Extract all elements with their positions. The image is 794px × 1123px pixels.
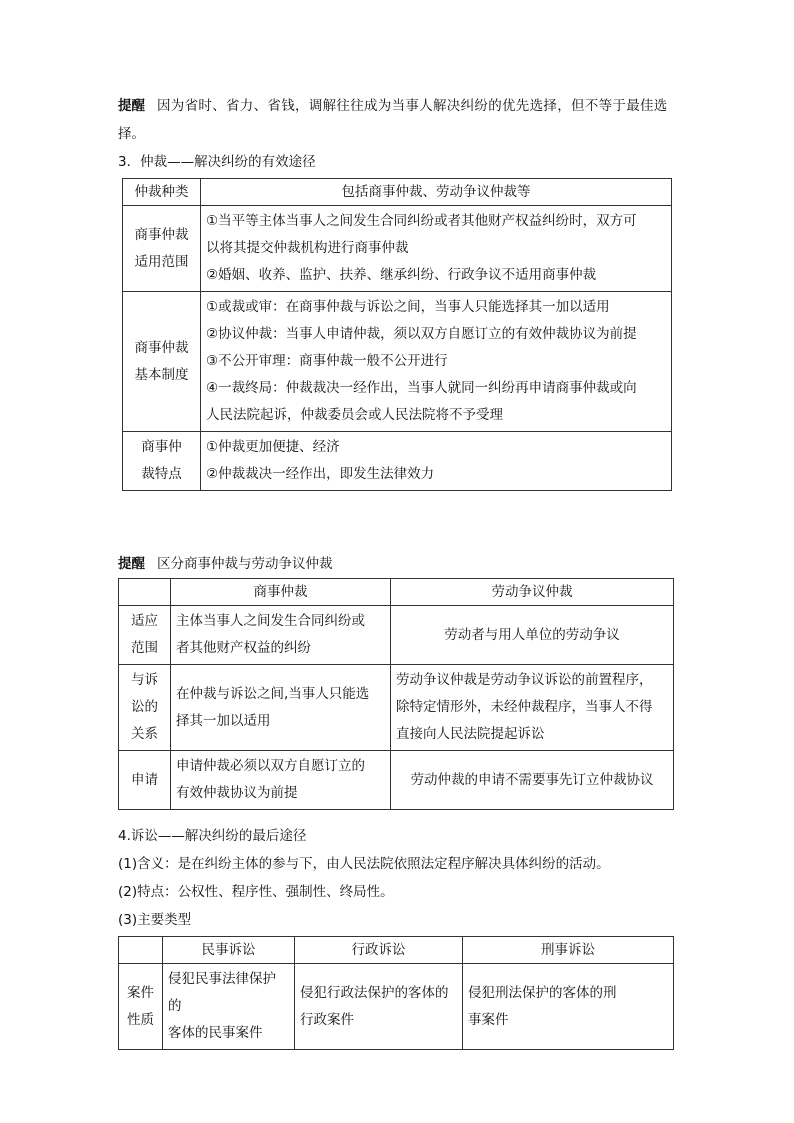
criminal-cell <box>463 964 674 1050</box>
content-line: 事案件 <box>468 1011 509 1028</box>
labor-cell <box>391 751 674 810</box>
features-item: (2)特点：公权性、程序性、强制性、终局性。 <box>118 884 394 900</box>
label-line: 案件 <box>127 984 154 1001</box>
litigation-types-table <box>118 936 674 1050</box>
label-line: 范围 <box>131 640 158 656</box>
label-line: 商事仲裁 <box>134 226 189 243</box>
header-cell: 包括商事仲裁、劳动争议仲裁等 <box>201 179 672 206</box>
table-row <box>123 206 672 292</box>
header-cell: 劳动争议仲裁 <box>391 579 674 606</box>
header-cell: 行政诉讼 <box>295 937 463 964</box>
tip-paragraph <box>118 96 668 116</box>
header-cell: 仲裁种类 <box>123 179 201 206</box>
label-line: 申请 <box>131 771 158 788</box>
label-line: 关系 <box>131 726 158 742</box>
row-label <box>123 292 201 432</box>
content-line: 择其一加以适用 <box>176 712 271 729</box>
content-line: 侵犯民事法律保护的 <box>168 971 276 1014</box>
table-row <box>119 964 674 1050</box>
label-line: 讼的 <box>131 699 158 715</box>
content-line: 侵犯刑法保护的客体的刑 <box>468 984 617 1001</box>
content-line: ②仲裁裁决一经作出，即发生法律效力 <box>206 466 435 482</box>
content-line: ②协议仲裁：当事人申请仲裁，须以双方自愿订立的有效仲裁协议为前提 <box>206 326 637 342</box>
table-row <box>119 751 674 810</box>
content-line: 者其他财产权益的纠纷 <box>176 640 311 656</box>
content-line: 行政案件 <box>300 1011 354 1028</box>
label-line: 适用范围 <box>134 253 189 270</box>
content-line: 劳动争议仲裁是劳动争议诉讼的前置程序， <box>396 672 653 688</box>
table-header-row <box>119 579 674 606</box>
table-row <box>119 665 674 751</box>
label-line: 裁特点 <box>141 466 182 482</box>
row-label <box>123 206 201 292</box>
content-line: 劳动者与用人单位的劳动争议 <box>444 626 620 643</box>
content-line: ②婚姻、收养、监护、扶养、继承纠纷、行政争议不适用商事仲裁 <box>206 267 597 283</box>
content-line: 侵犯行政法保护的客体的 <box>300 984 449 1001</box>
table-row <box>123 292 672 432</box>
row-content <box>201 432 672 491</box>
header-cell: 商事仲裁 <box>171 579 391 606</box>
tip-paragraph <box>118 554 333 574</box>
content-line: 人民法院起诉，仲裁委员会或人民法院将不予受理 <box>206 407 503 423</box>
comparison-table <box>118 578 674 810</box>
section-title: 3．仲裁——解决纠纷的有效途径 <box>118 154 316 170</box>
content-line: 申请仲裁必须以双方自愿订立的 <box>176 758 365 774</box>
label-line: 商事仲裁 <box>134 339 189 356</box>
row-label <box>119 751 171 810</box>
tip-text-line1: 因为省时、省力、省钱，调解往往成为当事人解决纠纷的优先选择，但不等于最佳选 <box>157 98 668 114</box>
content-line: ①或裁或审：在商事仲裁与诉讼之间，当事人只能选择其一加以适用 <box>206 299 610 315</box>
content-line: 在仲裁与诉讼之间,当事人只能选 <box>176 685 370 702</box>
tip-label: 提醒 <box>118 98 145 114</box>
content-line: ①仲裁更加便捷、经济 <box>206 439 340 455</box>
row-label <box>123 432 201 491</box>
header-cell <box>119 579 171 606</box>
table-header-row <box>119 937 674 964</box>
administrative-cell <box>295 964 463 1050</box>
labor-cell <box>391 665 674 751</box>
label-line: 性质 <box>127 1011 154 1028</box>
row-label <box>119 665 171 751</box>
arbitration-table <box>122 178 672 491</box>
commercial-cell <box>171 606 391 665</box>
table-header-row <box>123 179 672 206</box>
content-line: ④一裁终局：仲裁裁决一经作出，当事人就同一纠纷再申请商事仲裁或向 <box>206 380 637 396</box>
content-line: 除特定情形外，未经仲裁程序，当事人不得 <box>396 699 653 715</box>
definition-item: (1)含义：是在纠纷主体的参与下，由人民法院依照法定程序解决具体纠纷的活动。 <box>118 856 610 872</box>
content-line: 客体的民事案件 <box>168 1025 263 1041</box>
content-line: 有效仲裁协议为前提 <box>176 785 298 801</box>
section-title: 4.诉讼——解决纠纷的最后途径 <box>118 828 307 844</box>
content-line: 以将其提交仲裁机构进行商事仲裁 <box>206 240 409 256</box>
header-cell: 刑事诉讼 <box>463 937 674 964</box>
row-label <box>119 606 171 665</box>
tip-text: 区分商事仲裁与劳动争议仲裁 <box>157 556 333 572</box>
label-line: 适应 <box>131 613 158 629</box>
commercial-cell <box>171 665 391 751</box>
content-line: 劳动仲裁的申请不需要事先订立仲裁协议 <box>410 771 654 788</box>
row-label <box>119 964 163 1050</box>
content-line: ①当平等主体当事人之间发生合同纠纷或者其他财产权益纠纷时，双方可 <box>206 213 637 229</box>
row-content <box>201 206 672 292</box>
tip-label: 提醒 <box>118 556 145 572</box>
label-line: 商事仲 <box>141 439 182 455</box>
commercial-cell <box>171 751 391 810</box>
table-row <box>119 606 674 665</box>
content-line: 主体当事人之间发生合同纠纷或 <box>176 613 365 629</box>
civil-cell <box>163 964 295 1050</box>
content-line: 直接向人民法院提起诉讼 <box>396 726 545 742</box>
row-content <box>201 292 672 432</box>
header-cell: 民事诉讼 <box>163 937 295 964</box>
label-line: 基本制度 <box>134 366 189 383</box>
content-line: ③不公开审理：商事仲裁一般不公开进行 <box>206 353 448 369</box>
types-item: (3)主要类型 <box>118 912 192 928</box>
table-row <box>123 432 672 491</box>
labor-cell <box>391 606 674 665</box>
header-cell <box>119 937 163 964</box>
tip-text-line2: 择。 <box>118 126 145 142</box>
label-line: 与诉 <box>131 672 158 688</box>
